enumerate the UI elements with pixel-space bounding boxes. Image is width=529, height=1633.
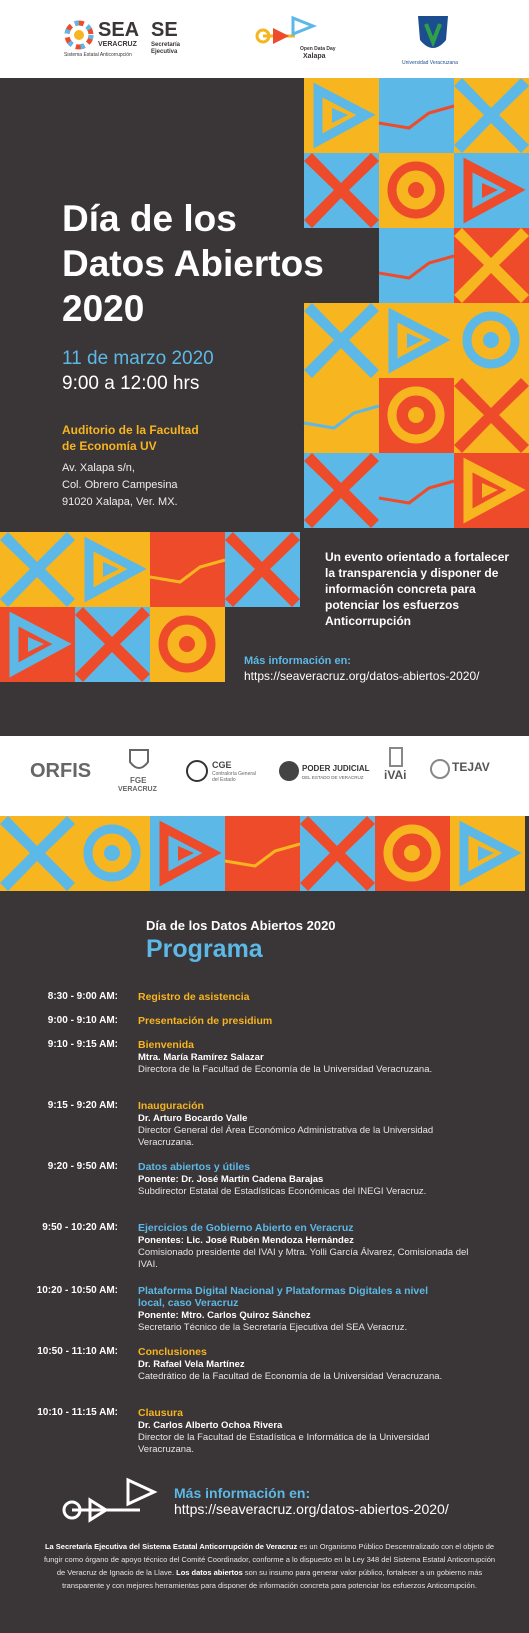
event-date: 11 de marzo 2020 xyxy=(62,348,214,369)
uv-logo-icon xyxy=(416,14,450,56)
se-title: SE xyxy=(151,19,178,41)
logo-header xyxy=(0,0,529,78)
more-info-link[interactable]: https://seaveracruz.org/datos-abiertos-2020/ xyxy=(244,669,480,683)
odd-line1: Open Data Day xyxy=(300,46,336,52)
sea-title: SEA xyxy=(98,19,140,41)
footer-more-info-link[interactable]: https://seaveracruz.org/datos-abiertos-2020/ xyxy=(174,1501,449,1517)
program-session-title: Conclusiones xyxy=(138,1346,207,1358)
poder-judicial-line2: DEL ESTADO DE VERACRUZ xyxy=(302,775,364,780)
se-caption: Secretaría Ejecutiva xyxy=(151,42,181,55)
open-data-day-logo-icon xyxy=(255,14,325,48)
event-hours: 9:00 a 12:00 hrs xyxy=(62,373,200,394)
program-session-title: Clausura xyxy=(138,1407,183,1419)
cge-title: CGE xyxy=(212,760,232,770)
poder-judicial-seal-icon xyxy=(278,758,300,784)
ivai-logo: iVAi xyxy=(384,768,407,782)
program-time: 9:50 - 10:20 AM: xyxy=(42,1222,118,1233)
sea-logo-icon xyxy=(64,20,94,50)
program-session-title: Bienvenida xyxy=(138,1039,195,1051)
program-speaker-block: Dr. Arturo Bocardo Valle Director General del Área Económico Administrativa de la Universidad Veracruzana. xyxy=(138,1113,434,1148)
program-session-title: Ejercicios de Gobierno Abierto en Veracruz xyxy=(138,1222,354,1234)
program-session-title: Presentación de presidium xyxy=(138,1015,273,1027)
event-address: Av. Xalapa s/n, Col. Obrero Campesina 91020 Xalapa, Ver. MX. xyxy=(62,462,178,508)
program-title: Programa xyxy=(146,935,263,963)
tejav-logo: TEJAV xyxy=(452,760,490,774)
footer-more-info-label: Más información en: xyxy=(174,1485,311,1501)
orfis-logo: ORFIS xyxy=(30,760,92,782)
uv-caption: Universidad Veracruzana xyxy=(402,60,458,66)
program-session-title: Inauguración xyxy=(138,1100,204,1112)
open-data-day-footer-icon xyxy=(60,1474,160,1534)
pattern-band xyxy=(0,816,529,892)
program-session-title: Registro de asistencia xyxy=(138,991,250,1003)
fge-line1: FGE xyxy=(130,776,147,785)
program-time: 10:20 - 10:50 AM: xyxy=(36,1285,118,1296)
program-time: 9:10 - 9:15 AM: xyxy=(47,1039,118,1050)
sea-caption: Sistema Estatal Anticorrupción xyxy=(64,52,132,58)
tejav-seal-icon xyxy=(430,758,450,780)
fge-shield-icon xyxy=(128,748,150,774)
event-venue: Auditorio de la Facultad de Economía UV xyxy=(62,423,199,453)
program-session-title: Plataforma Digital Nacional y Plataformas Digitales a nivel local, caso Veracruz xyxy=(138,1285,429,1309)
more-info-label: Más información en: xyxy=(244,655,351,667)
program-speaker-block: Ponentes: Lic. José Rubén Mendoza Hernández Comisionado presidente del IVAI y Mtra. Yolli García Álvarez, Comisionada del IVAI. xyxy=(138,1235,469,1270)
odd-line2: Xalapa xyxy=(303,53,326,60)
cge-seal-icon xyxy=(186,758,208,784)
footer-disclaimer: La Secretaría Ejecutiva del Sistema Estatal Anticorrupción de Veracruz es un Organismo Público Descentralizado con el objeto de fungir como órgano de apoyo técnico del Comité Coordinador, conforme a lo dispuesto en la Ley 348 del Sistema Estatal Anticorrupción de Veracruz de Ignacio de la Llave. Los datos abiertos son su insumo para generar valor público, fortalecer a un gobierno más transparente y con mejores herramientas para disponer de información concreta para potenciar los esfuerzos Anticorrupción. xyxy=(43,1542,496,1590)
sponsor-logos xyxy=(0,736,529,816)
program-speaker-block: Ponente: Mtro. Carlos Quiroz Sánchez Secretario Técnico de la Secretaría Ejecutiva del SEA Veracruz. xyxy=(138,1310,408,1333)
program-speaker-block: Dr. Rafael Vela Martínez Catedrático de la Facultad de Economía de la Universidad Veracruzana. xyxy=(138,1359,443,1382)
cge-subtitle: Contraloría General del Estado xyxy=(212,771,256,783)
program-speaker-block: Dr. Carlos Alberto Ochoa Rivera Director de la Facultad de Estadística e Informática de la Universidad Veracruzana. xyxy=(138,1420,430,1455)
program-speaker-block: Ponente: Dr. José Martín Cadena Barajas Subdirector Estatal de Estadísticas Económicas del INEGI Veracruz. xyxy=(138,1174,427,1197)
program-time: 9:20 - 9:50 AM: xyxy=(47,1161,118,1172)
ivai-icon xyxy=(386,746,406,768)
program-time: 9:00 - 9:10 AM: xyxy=(47,1015,118,1026)
program-time: 8:30 - 9:00 AM: xyxy=(47,991,118,1002)
page-title: Día de los Datos Abiertos 2020 xyxy=(62,198,324,329)
program-time: 10:50 - 11:10 AM: xyxy=(37,1346,118,1357)
fge-line2: VERACRUZ xyxy=(118,786,157,793)
program-time: 9:15 - 9:20 AM: xyxy=(47,1100,118,1111)
event-description: Un evento orientado a fortalecer la transparencia y disponer de información concreta para potenciar los esfuerzos Anticorrupción xyxy=(325,550,510,628)
sea-state: VERACRUZ xyxy=(98,41,137,48)
program-subtitle: Día de los Datos Abiertos 2020 xyxy=(146,918,336,933)
program-time: 10:10 - 11:15 AM: xyxy=(37,1407,118,1418)
poder-judicial-line1: PODER JUDICIAL xyxy=(302,764,370,773)
program-session-title: Datos abiertos y útiles xyxy=(138,1161,251,1173)
program-speaker-block: Mtra. María Ramírez Salazar Directora de la Facultad de Economía de la Universidad Veracruzana. xyxy=(138,1052,433,1075)
